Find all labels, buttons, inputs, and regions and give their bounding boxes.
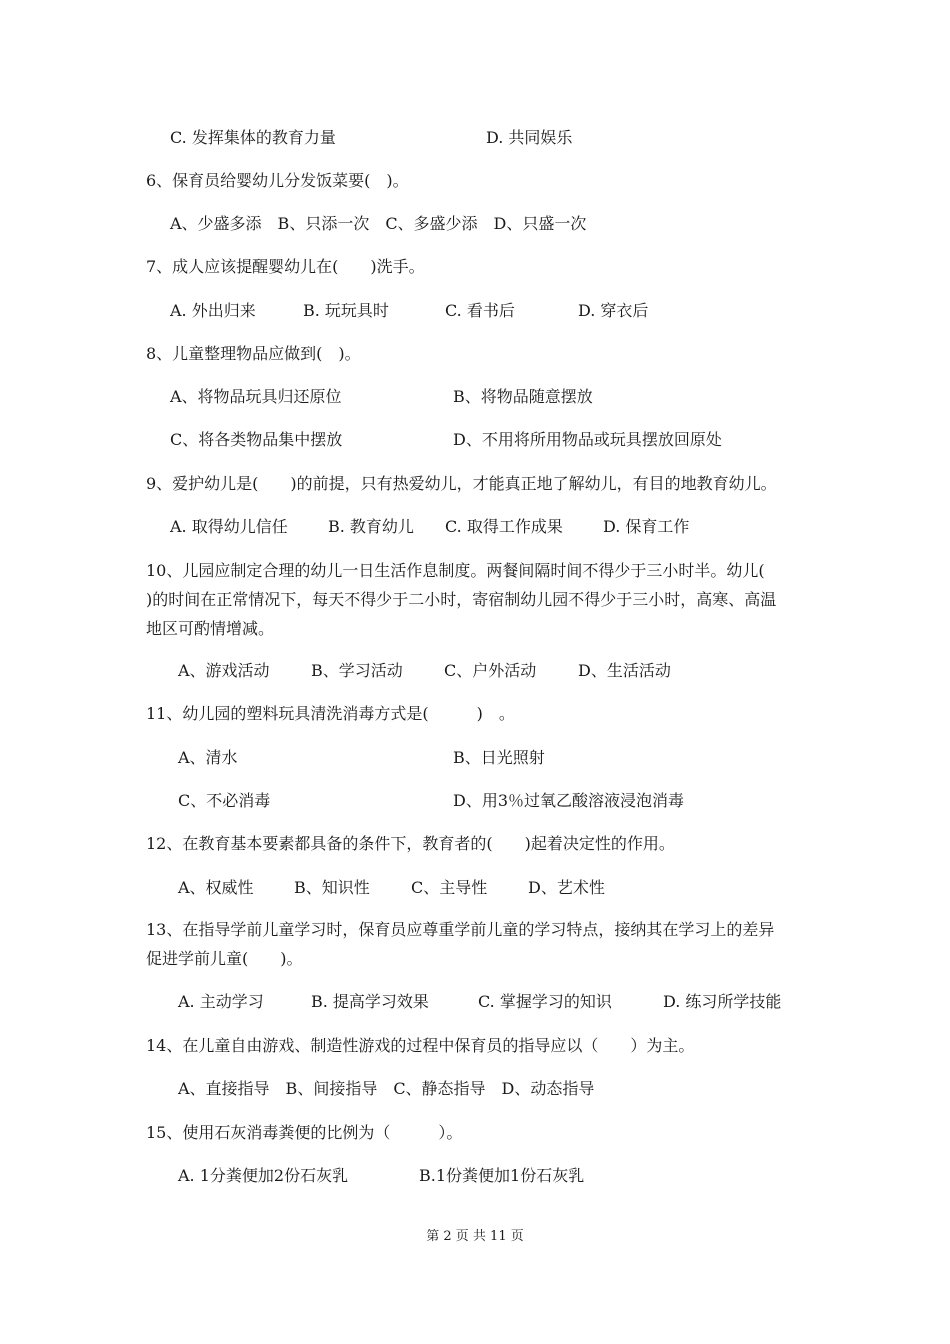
q7-option-c: C. 看书后 xyxy=(445,301,515,320)
q8-option-b: B、将物品随意摆放 xyxy=(453,387,593,406)
q7-option-b: B. 玩玩具时 xyxy=(303,301,389,320)
q7-stem: 7、成人应该提醒婴幼儿在( )洗手。 xyxy=(146,257,425,276)
q10-option-c: C、户外活动 xyxy=(444,661,537,680)
q9-option-b: B. 教育幼儿 xyxy=(328,517,414,536)
q13-option-a: A. 主动学习 xyxy=(178,992,264,1011)
q9-option-c: C. 取得工作成果 xyxy=(445,517,563,536)
q10-stem-line3: 地区可酌情增减。 xyxy=(146,619,275,638)
q14-options: A、直接指导 B、间接指导 C、静态指导 D、动态指导 xyxy=(178,1079,595,1098)
q13-stem-line1: 13、在指导学前儿童学习时，保育员应尊重学前儿童的学习特点，接纳其在学习上的差异 xyxy=(146,920,775,939)
q13-option-d: D. 练习所学技能 xyxy=(663,992,782,1011)
q11-option-c: C、不必消毒 xyxy=(178,791,271,810)
q7-option-a: A. 外出归来 xyxy=(170,301,256,320)
q14-stem: 14、在儿童自由游戏、制造性游戏的过程中保育员的指导应以（ ）为主。 xyxy=(146,1036,695,1055)
q11-option-b: B、日光照射 xyxy=(453,748,545,767)
q12-option-c: C、主导性 xyxy=(411,878,488,897)
q8-option-a: A、将物品玩具归还原位 xyxy=(170,387,342,406)
q15-stem: 15、使用石灰消毒粪便的比例为（ ）。 xyxy=(146,1123,463,1142)
q13-option-b: B. 提高学习效果 xyxy=(311,992,429,1011)
q12-stem: 12、在教育基本要素都具备的条件下，教育者的( )起着决定性的作用。 xyxy=(146,834,675,853)
q6-options: A、少盛多添 B、只添一次 C、多盛少添 D、只盛一次 xyxy=(170,214,587,233)
q13-option-c: C. 掌握学习的知识 xyxy=(478,992,612,1011)
q9-option-a: A. 取得幼儿信任 xyxy=(170,517,288,536)
q10-option-a: A、游戏活动 xyxy=(178,661,270,680)
q12-option-a: A、权威性 xyxy=(178,878,254,897)
q6-stem: 6、保育员给婴幼儿分发饭菜要( )。 xyxy=(146,171,409,190)
q11-option-d: D、用3％过氧乙酸溶液浸泡消毒 xyxy=(453,791,685,810)
q15-option-b: B.1份粪便加1份石灰乳 xyxy=(419,1166,585,1185)
q10-stem-line1: 10、儿园应制定合理的幼儿一日生活作息制度。两餐间隔时间不得少于三小时半。幼儿( xyxy=(146,561,765,580)
page-footer: 第 2 页 共 11 页 xyxy=(426,1229,524,1244)
q10-option-b: B、学习活动 xyxy=(311,661,403,680)
q8-option-c: C、将各类物品集中摆放 xyxy=(170,430,343,449)
q8-option-d: D、不用将所用物品或玩具摆放回原处 xyxy=(453,430,722,449)
q11-stem: 11、幼儿园的塑料玩具清洗消毒方式是( ) 。 xyxy=(146,704,515,723)
q10-stem-line2: )的时间在正常情况下，每天不得少于二小时，寄宿制幼儿园不得少于三小时，高寒、高温 xyxy=(146,590,777,609)
q8-stem: 8、儿童整理物品应做到( )。 xyxy=(146,344,361,363)
q11-option-a: A、清水 xyxy=(178,748,238,767)
q7-option-d: D. 穿衣后 xyxy=(578,301,649,320)
q12-option-d: D、艺术性 xyxy=(528,878,605,897)
q5-option-d: D. 共同娱乐 xyxy=(486,128,573,147)
q12-option-b: B、知识性 xyxy=(294,878,370,897)
q9-stem: 9、爱护幼儿是( )的前提，只有热爱幼儿，才能真正地了解幼儿，有目的地教育幼儿。 xyxy=(146,474,777,493)
q15-option-a: A. 1分粪便加2份石灰乳 xyxy=(178,1166,349,1185)
q10-option-d: D、生活活动 xyxy=(578,661,671,680)
q9-option-d: D. 保育工作 xyxy=(603,517,690,536)
q13-stem-line2: 促进学前儿童( )。 xyxy=(146,949,303,968)
q5-option-c: C. 发挥集体的教育力量 xyxy=(170,128,336,147)
